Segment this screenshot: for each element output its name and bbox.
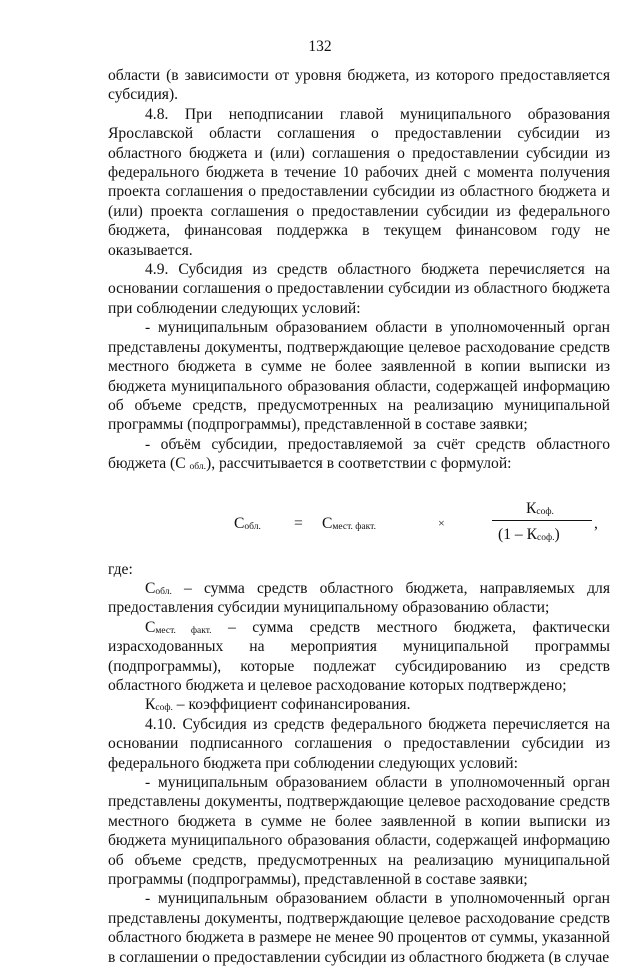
subsidy-formula bbox=[108, 474, 610, 560]
paragraph-4-10-condition-1: - муниципальным образованием области в уполномоченный орган представлены документы, подтверждающие целевое расходование средств местного бюджета в сумме не более заявленной в копии выписки из бюджета муниципального образования области, содержащей информацию об объеме средств, предусмотренных на реализацию муниципальной программы (подпрограммы), представленной в составе заявки; bbox=[108, 774, 610, 889]
paragraph-4-9: 4.9. Субсидия из средств областного бюджета перечисляется на основании соглашения о предоставлении субсидии из областного бюджета при соблюдении следующих условий: bbox=[108, 261, 610, 317]
formula-denominator: $(1 - К_{соф.})$ bbox=[498, 525, 560, 543]
definition-c-obl: $С_{обл.}$ – сумма средств областного бюджета, направляемых для предоставления субсидии муниципальному образованию области; bbox=[108, 579, 610, 617]
page-number: 132 bbox=[308, 38, 332, 55]
paragraph-4-9-condition-1: - муниципальным образованием области в уполномоченный орган представлены документы, подтверждающие целевое расходование средств местного бюджета в сумме не более заявленной в копии выписки из бюджета муниципального образования области, содержащей информацию об объеме средств, предусмотренных на реализацию муниципальной программы (подпрограммы), представленной в составе заявки; bbox=[108, 319, 610, 434]
fraction-bar bbox=[492, 520, 592, 521]
formula-lhs: $С_{обл.}$ bbox=[234, 514, 261, 532]
paragraph-4-10-condition-2: - муниципальным образованием области в уполномоченный орган представлены документы, подтверждающие целевое расходование средств областного бюджета в размере не менее 90 процентов от суммы, указанной в соглашении о предоставлении субсидии из областного бюджета (в случае bbox=[108, 890, 610, 966]
definition-k-cofin: $К_{соф.}$ – коэффициент софинансирования. bbox=[145, 696, 411, 714]
formula-numerator: $К_{соф.}$ bbox=[526, 499, 554, 517]
formula-comma: , bbox=[594, 514, 598, 532]
paragraph-4-10: 4.10. Субсидия из средств федерального бюджета перечисляется на основании подписанного соглашения о предоставлении субсидии из федерального бюджета при соблюдении следующих условий: bbox=[108, 715, 610, 772]
formula-times: × bbox=[438, 515, 445, 530]
definition-c-local: $С_{мест. факт.}$ – сумма средств местного бюджета, фактически израсходованных на мероприятия муниципальной программы (подпрограммы), которые подлежат субсидированию из средств областного бюджета и целевое расходование которых подтверждено; bbox=[108, 618, 611, 694]
paragraph-4-8: 4.8. При неподписании главой муниципального образования Ярославской области соглашения о предоставлении субсидии из областного бюджета и (или) соглашения о предоставлении субсидии из федерального бюджета в течение 10 рабочих дней с момента получения проекта соглашения о предоставлении субсидии из областного бюджета и (или) проекта соглашения о предоставлении субсидии из федерального бюджета, финансовая поддержка в текущем финансовом году не оказывается. bbox=[108, 105, 610, 259]
paragraph-intro: области (в зависимости от уровня бюджета, из которого предоставляется субсидия). bbox=[108, 67, 610, 104]
body-text bbox=[108, 66, 610, 967]
formula-local-spent: $С_{мест. факт.}$ bbox=[322, 514, 376, 532]
formula-equals: = bbox=[294, 514, 303, 532]
where-label: где: bbox=[108, 560, 133, 578]
paragraph-4-9-condition-2: - объём субсидии, предоставляемой за счёт средств областного бюджета (С $_{обл.}$), рассчитывается в соответствии с формулой: bbox=[108, 435, 610, 473]
